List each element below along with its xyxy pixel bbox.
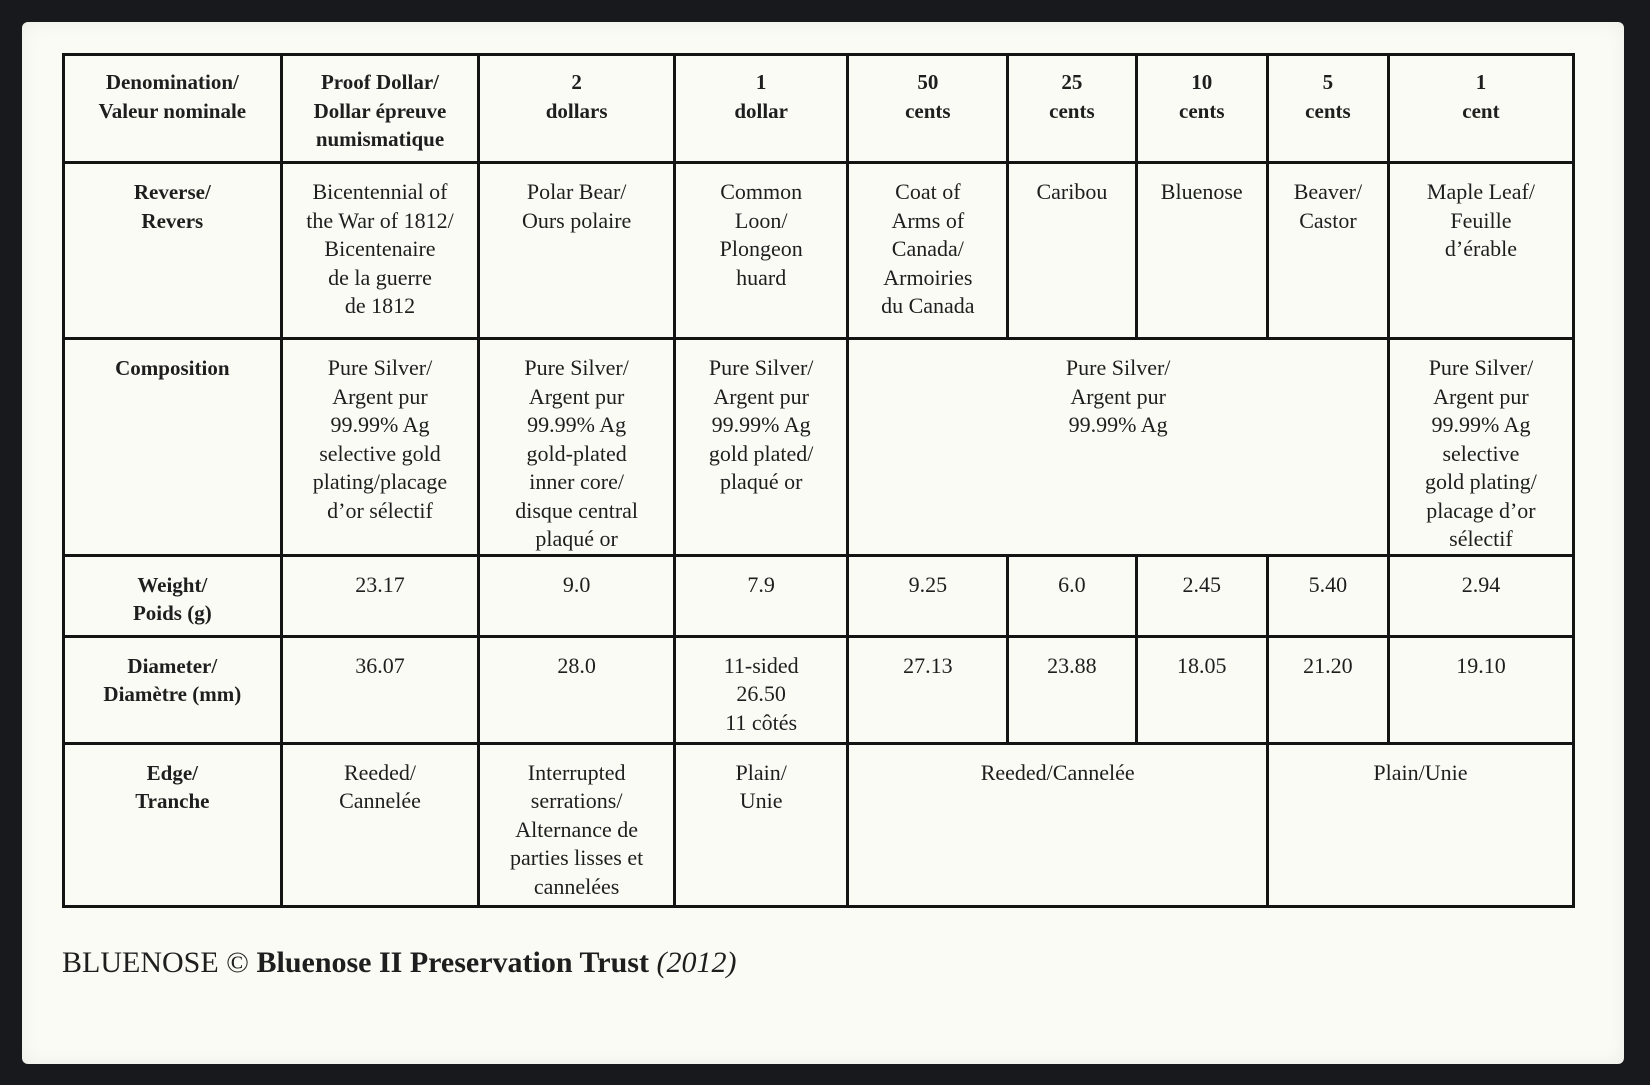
reverse-row (64, 163, 1574, 339)
composition-row (64, 339, 1574, 556)
weight-25-cents: 6.0 (1008, 555, 1136, 636)
coin-specification-table (62, 53, 1575, 908)
reverse-5-cents: Beaver/ Castor (1267, 163, 1388, 339)
diameter-25-cents: 23.88 (1008, 636, 1136, 743)
edge-row (64, 743, 1574, 906)
header-50-cents: 50 cents (848, 55, 1008, 163)
diameter-row (64, 636, 1574, 743)
reverse-1-cent: Maple Leaf/ Feuille d’érable (1388, 163, 1573, 339)
reverse-2-dollars: Polar Bear/ Ours polaire (479, 163, 675, 339)
diameter-10-cents: 18.05 (1136, 636, 1267, 743)
reverse-10-cents: Bluenose (1136, 163, 1267, 339)
header-1-dollar: 1 dollar (674, 55, 848, 163)
composition-50-to-5-cents: Pure Silver/ Argent pur 99.99% Ag (848, 339, 1388, 556)
row-label-composition: Composition (64, 339, 282, 556)
header-2-dollars: 2 dollars (479, 55, 675, 163)
edge-1-dollar: Plain/ Unie (674, 743, 848, 906)
reverse-25-cents: Caribou (1008, 163, 1136, 339)
diameter-proof-dollar: 36.07 (281, 636, 479, 743)
weight-proof-dollar: 23.17 (281, 555, 479, 636)
row-label-weight: Weight/ Poids (g) (64, 555, 282, 636)
diameter-2-dollars: 28.0 (479, 636, 675, 743)
weight-row (64, 555, 1574, 636)
header-5-cents: 5 cents (1267, 55, 1388, 163)
composition-proof-dollar: Pure Silver/ Argent pur 99.99% Ag selective gold plating/placage d’or sélectif (281, 339, 479, 556)
row-label-denomination: Denomination/ Valeur nominale (64, 55, 282, 163)
footer-trust: Bluenose II Preservation Trust (256, 946, 649, 979)
composition-1-dollar: Pure Silver/ Argent pur 99.99% Ag gold plated/ plaqué or (674, 339, 848, 556)
header-1-cent: 1 cent (1388, 55, 1573, 163)
composition-1-cent: Pure Silver/ Argent pur 99.99% Ag selective gold plating/ placage d’or sélectif (1388, 339, 1573, 556)
denomination-row (64, 55, 1574, 163)
diameter-1-cent: 19.10 (1388, 636, 1573, 743)
weight-1-dollar: 7.9 (674, 555, 848, 636)
row-label-reverse: Reverse/ Revers (64, 163, 282, 339)
row-label-edge: Edge/ Tranche (64, 743, 282, 906)
weight-2-dollars: 9.0 (479, 555, 675, 636)
edge-50-to-10-cents: Reeded/Cannelée (848, 743, 1268, 906)
diameter-5-cents: 21.20 (1267, 636, 1388, 743)
footer-name: BLUENOSE © (62, 946, 249, 979)
row-label-diameter: Diameter/ Diamètre (mm) (64, 636, 282, 743)
header-10-cents: 10 cents (1136, 55, 1267, 163)
edge-2-dollars: Interrupted serrations/ Alternance de parties lisses et cannelées (479, 743, 675, 906)
reverse-1-dollar: Common Loon/ Plongeon huard (674, 163, 848, 339)
diameter-1-dollar: 11-sided 26.50 11 côtés (674, 636, 848, 743)
edge-5-to-1-cent: Plain/Unie (1267, 743, 1573, 906)
weight-1-cent: 2.94 (1388, 555, 1573, 636)
reverse-50-cents: Coat of Arms of Canada/ Armoiries du Canada (848, 163, 1008, 339)
header-25-cents: 25 cents (1008, 55, 1136, 163)
weight-5-cents: 5.40 (1267, 555, 1388, 636)
composition-2-dollars: Pure Silver/ Argent pur 99.99% Ag gold-plated inner core/ disque central plaqué or (479, 339, 675, 556)
footer-year: (2012) (656, 946, 737, 979)
reverse-proof-dollar: Bicentennial of the War of 1812/ Bicentenaire de la guerre de 1812 (281, 163, 479, 339)
header-proof-dollar: Proof Dollar/ Dollar épreuve numismatique (281, 55, 479, 163)
weight-10-cents: 2.45 (1136, 555, 1267, 636)
copyright-footer (62, 946, 736, 980)
edge-proof-dollar: Reeded/ Cannelée (281, 743, 479, 906)
diameter-50-cents: 27.13 (848, 636, 1008, 743)
specification-card (22, 22, 1624, 1064)
weight-50-cents: 9.25 (848, 555, 1008, 636)
